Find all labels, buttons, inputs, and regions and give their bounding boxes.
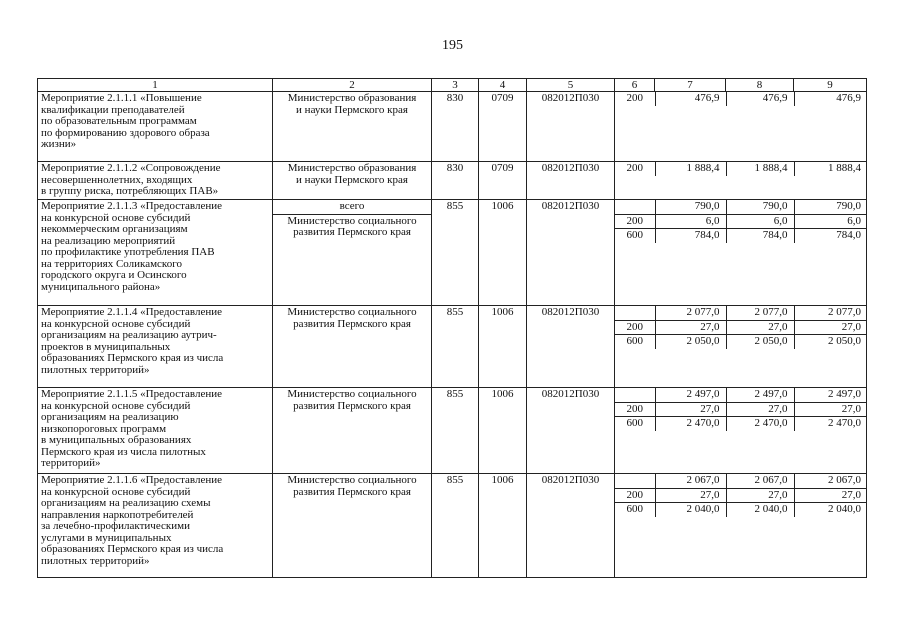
amount-col-9: 476,9 <box>836 92 861 104</box>
column-header-2: 2 <box>273 79 432 92</box>
org-name: Министерство социального развития Пермского края <box>287 214 417 238</box>
target-article-code: 082012П030 <box>527 92 615 162</box>
responsible-org: Министерство образования и науки Пермского края <box>273 92 432 162</box>
amount-col-9: 2 470,0 <box>828 417 861 429</box>
table-row <box>38 200 867 306</box>
page-number: 195 <box>442 38 463 53</box>
amounts-block <box>615 306 867 388</box>
amount-col-9: 784,0 <box>836 229 861 241</box>
amount-col-8: 2 067,0 <box>726 474 794 488</box>
amount-col-9: 2 077,0 <box>794 306 867 320</box>
amounts-block <box>615 200 867 306</box>
expense-type-code: 200 <box>615 92 655 106</box>
table-row <box>38 474 867 578</box>
target-article-code: 082012П030 <box>527 200 615 306</box>
amount-line <box>615 229 867 243</box>
amount-col-8: 1 888,4 <box>726 162 794 176</box>
amount-col-9: 27,0 <box>794 488 867 503</box>
amount-line <box>615 388 867 402</box>
amount-col-9: 2 497,0 <box>794 388 867 402</box>
amount-line <box>615 335 867 349</box>
amount-col-9: 27,0 <box>794 320 867 335</box>
amount-col-7: 27,0 <box>655 320 726 335</box>
admin-code: 830 <box>432 162 479 200</box>
amount-col-7: 6,0 <box>655 214 726 229</box>
admin-code: 855 <box>432 388 479 474</box>
amount-col-9: 1 888,4 <box>828 162 861 174</box>
amount-line <box>615 417 867 431</box>
amount-col-8: 2 470,0 <box>726 417 794 431</box>
amount-col-7: 2 050,0 <box>655 335 726 349</box>
column-header-5: 5 <box>527 79 615 92</box>
amount-col-8: 784,0 <box>726 229 794 243</box>
target-article-code: 082012П030 <box>527 162 615 200</box>
admin-code: 830 <box>432 92 479 162</box>
target-article-code: 082012П030 <box>527 388 615 474</box>
amount-col-8: 790,0 <box>726 200 794 214</box>
column-header-6: 6 <box>615 79 655 92</box>
section-code: 1006 <box>479 388 527 474</box>
column-header-8: 8 <box>726 79 794 92</box>
amount-line <box>615 402 867 417</box>
amount-col-9: 790,0 <box>794 200 867 214</box>
column-header-1: 1 <box>38 79 273 92</box>
amount-line <box>615 488 867 503</box>
activity-description: Мероприятие 2.1.1.3 «Предоставление на конкурсной основе субсидий некоммерческим организациям на реализацию мероприятий по профилактике употребления ПАВ на территориях Соликамского городского округа и Осинского муниципального района» <box>38 200 273 306</box>
section-code: 1006 <box>479 474 527 578</box>
amounts-block <box>615 92 867 162</box>
admin-code: 855 <box>432 200 479 306</box>
amount-col-7: 2 470,0 <box>655 417 726 431</box>
amount-col-7: 1 888,4 <box>655 162 726 176</box>
amount-col-7: 2 077,0 <box>655 306 726 320</box>
amounts-block <box>615 388 867 474</box>
admin-code: 855 <box>432 474 479 578</box>
amount-col-8: 6,0 <box>726 214 794 229</box>
amount-line <box>615 200 867 214</box>
expense-type-code: 600 <box>615 503 655 517</box>
budget-table <box>37 78 867 578</box>
amount-line <box>615 214 867 229</box>
column-header-7: 7 <box>655 79 726 92</box>
amount-line <box>615 162 867 176</box>
table-header-row <box>38 79 867 92</box>
expense-type-code: 200 <box>615 320 655 335</box>
amount-col-9: 27,0 <box>794 402 867 417</box>
activity-description: Мероприятие 2.1.1.1 «Повышение квалификации преподавателей по образовательным программам по формированию здорового образа жизни» <box>38 92 273 162</box>
column-header-3: 3 <box>432 79 479 92</box>
amount-line <box>615 320 867 335</box>
amount-col-7: 2 497,0 <box>655 388 726 402</box>
activity-description: Мероприятие 2.1.1.2 «Сопровождение несовершеннолетних, входящих в группу риска, потребляющих ПАВ» <box>38 162 273 200</box>
amount-col-8: 2 050,0 <box>726 335 794 349</box>
activity-description: Мероприятие 2.1.1.6 «Предоставление на конкурсной основе субсидий организациям на реализацию схемы направления наркопотребителей за лечебно-профилактическими услугами в муниципальных образованиях Пермского края из числа пилотных территорий» <box>38 474 273 578</box>
amount-col-9: 6,0 <box>794 214 867 229</box>
expense-type-code <box>615 474 655 488</box>
expense-type-code <box>615 388 655 402</box>
table-row <box>38 92 867 162</box>
section-code: 0709 <box>479 92 527 162</box>
amount-col-7: 2 040,0 <box>655 503 726 517</box>
amount-col-8: 2 040,0 <box>726 503 794 517</box>
section-code: 1006 <box>479 200 527 306</box>
section-code: 1006 <box>479 306 527 388</box>
amounts-block <box>615 474 867 578</box>
amount-col-8: 27,0 <box>726 320 794 335</box>
responsible-org: Министерство образования и науки Пермского края <box>273 162 432 200</box>
amount-col-7: 27,0 <box>655 402 726 417</box>
activity-description: Мероприятие 2.1.1.5 «Предоставление на конкурсной основе субсидий организациям на реализацию низкопороговых программ в муниципальных образованиях Пермского края из числа пилотных территорий» <box>38 388 273 474</box>
amount-col-7: 2 067,0 <box>655 474 726 488</box>
amount-col-8: 476,9 <box>726 92 794 106</box>
amount-col-8: 27,0 <box>726 402 794 417</box>
org-total-label: всего <box>273 200 431 214</box>
expense-type-code: 600 <box>615 229 655 243</box>
activity-description: Мероприятие 2.1.1.4 «Предоставление на конкурсной основе субсидий организациям на реализацию аутрич- проектов в муниципальных образованиях Пермского края из числа пилотных территорий» <box>38 306 273 388</box>
column-header-9: 9 <box>794 79 867 92</box>
amount-col-7: 790,0 <box>655 200 726 214</box>
responsible-org: Министерство социального развития Пермского края <box>273 474 432 578</box>
table-row <box>38 306 867 388</box>
expense-type-code <box>615 306 655 320</box>
table-row <box>38 388 867 474</box>
table-row <box>38 162 867 200</box>
expense-type-code <box>615 200 655 214</box>
admin-code: 855 <box>432 306 479 388</box>
amounts-block <box>615 162 867 200</box>
responsible-org: Министерство социального развития Пермского края <box>273 388 432 474</box>
amount-col-8: 2 497,0 <box>726 388 794 402</box>
expense-type-code: 600 <box>615 335 655 349</box>
amount-col-7: 784,0 <box>655 229 726 243</box>
amount-col-8: 2 077,0 <box>726 306 794 320</box>
amount-line <box>615 474 867 488</box>
expense-type-code: 200 <box>615 488 655 503</box>
expense-type-code: 200 <box>615 214 655 229</box>
amount-col-8: 27,0 <box>726 488 794 503</box>
target-article-code: 082012П030 <box>527 474 615 578</box>
amount-col-7: 476,9 <box>655 92 726 106</box>
section-code: 0709 <box>479 162 527 200</box>
responsible-org: Министерство социального развития Пермского края <box>273 306 432 388</box>
expense-type-code: 200 <box>615 402 655 417</box>
expense-type-code: 600 <box>615 417 655 431</box>
amount-col-7: 27,0 <box>655 488 726 503</box>
expense-type-code: 200 <box>615 162 655 176</box>
amount-line <box>615 503 867 517</box>
amount-line <box>615 306 867 320</box>
amount-col-9: 2 067,0 <box>794 474 867 488</box>
target-article-code: 082012П030 <box>527 306 615 388</box>
amount-col-9: 2 040,0 <box>828 503 861 515</box>
amount-line <box>615 92 867 106</box>
responsible-org <box>273 200 432 306</box>
column-header-4: 4 <box>479 79 527 92</box>
amount-col-9: 2 050,0 <box>828 335 861 347</box>
